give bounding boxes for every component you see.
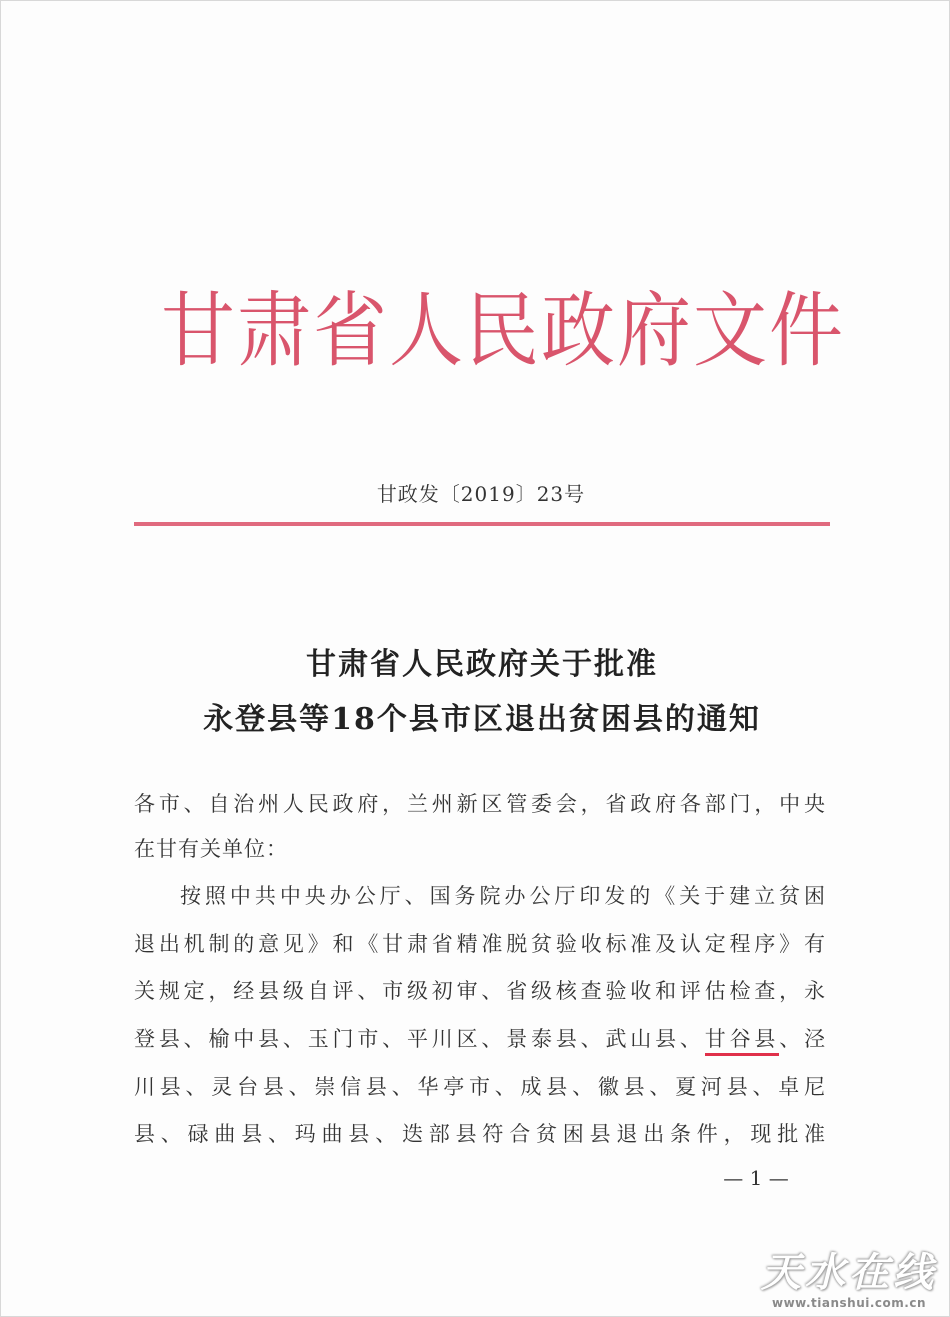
notice-title-line-2: 永登县等18个县市区退出贫困县的通知 <box>203 702 761 737</box>
document-masthead: 甘肃省人民政府文件 <box>161 283 845 379</box>
document-number: 甘政发〔2019〕23号 <box>376 482 586 506</box>
paragraph-line-6: 县、碌曲县、玛曲县、迭部县符合贫困县退出条件，现批准 <box>134 1122 826 1146</box>
paragraph-line-2: 退出机制的意见》和《甘肃省精准脱贫验收标准及认定程序》有 <box>134 932 826 956</box>
watermark-logo-text: 天水在线 <box>761 1250 937 1296</box>
paragraph-line-3: 关规定，经县级自评、市级初审、省级核查验收和评估检查，永 <box>134 979 826 1003</box>
masthead-red-rule <box>134 522 830 526</box>
paragraph-line-4-start: 登县、榆中县、玉门市、平川区、景泰县、武山县、 <box>134 1027 705 1051</box>
paragraph-line-1: 按照中共中央办公厅、国务院办公厅印发的《关于建立贫困 <box>180 884 826 908</box>
page-number: — 1 — <box>723 1166 789 1190</box>
notice-title-line-1: 甘肃省人民政府关于批准 <box>306 647 658 682</box>
paragraph-line-4-end: 、泾 <box>779 1027 827 1051</box>
salutation-line-2: 在甘有关单位： <box>134 837 288 861</box>
tianshui-watermark <box>759 1250 939 1310</box>
watermark-url: www.tianshui.com.cn <box>771 1296 926 1310</box>
salutation-line-1: 各市、自治州人民政府，兰州新区管委会，省政府各部门，中央 <box>134 792 826 816</box>
paragraph-line-5: 川县、灵台县、崇信县、华亭市、成县、徽县、夏河县、卓尼 <box>134 1075 826 1099</box>
paragraph-line-4 <box>134 1024 826 1054</box>
highlighted-county-gangu: 甘谷县 <box>705 1027 779 1056</box>
